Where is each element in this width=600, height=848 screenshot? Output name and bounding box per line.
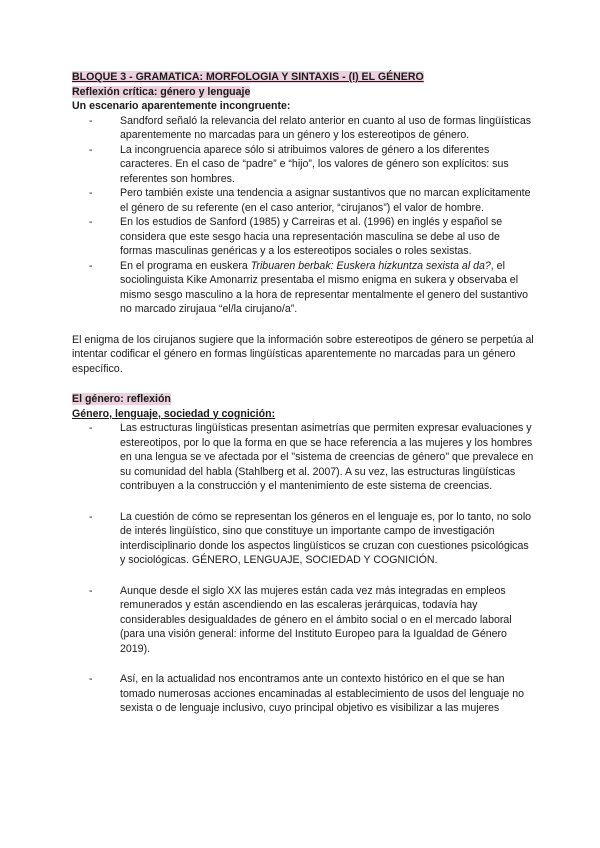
list-item: - En el programa en euskera Tribuaren berbak: Euskera hizkuntza sexista al da?, el sociolinguista Kike Amonarriz presentaba el mismo enigma en sukera y observaba el mismo sesgo masculino a la hora de representar mentalmente el genero del sustantivo no marcado zirujaua “el/la cirujano/a”. — [89, 259, 529, 315]
dash-marker: - — [89, 259, 93, 272]
list-item: - En los estudios de Sanford (1985) y Carreiras et al. (1996) en inglés y español se considera que este sesgo hacia una representación masculina se debe al uso de formas masculinas genéricas y a los estereotipos sociales o roles sexistas. — [89, 216, 503, 257]
list-item: - Las estructuras lingüísticas presentan asimetrías que permiten expresar evaluaciones y estereotipos, por lo que la forma en que se hace referencia a las mujeres y los hombres en una lengua se ve afectada por el "sistema de creencias de género" que prevalece en su comunidad del habla (Stahlberg et al. 2007). A su vez, las estructuras lingüísticas contribuyen a la construcción y el mantenimiento de este sistema de creencias. — [89, 422, 534, 492]
document-body — [72, 70, 534, 716]
section2-heading: Género, lenguaje, sociedad y cognición: — [72, 407, 276, 420]
dash-marker: - — [89, 187, 93, 199]
dash-marker: - — [89, 143, 93, 156]
list-item: - Aunque desde el siglo XX las mujeres están cada vez más integradas en empleos remunerados y están ascendiendo en las escaleras jerárquicas, todavía hay considerables desigualdades de género en el ámbito social o en el mercado laboral (para una visión general: informe del Instituto Europeo para la Igualdad de Género 2019). — [89, 584, 512, 655]
dash-marker: - — [89, 510, 93, 523]
section2-subtitle: El género: reflexión — [72, 393, 171, 405]
list-item: - Sandford señaló la relevancia del relato anterior en cuanto al uso de formas lingüísticas aparentemente no marcadas para un género y los estereotipos de género. — [89, 114, 532, 141]
section1-heading: Un escenario aparentemente incongruente: — [72, 100, 291, 112]
list-item: - La cuestión de cómo se representan los géneros en el lenguaje es, por lo tanto, no solo de interés lingüístico, sino que constituye un importante campo de investigación interdisciplinario donde los aspectos lingüísticos se cruzan con cuestiones psicológicas y sociológicas. GÉNERO, LENGUAJE, SOCIEDAD Y COGNICIÓN. — [89, 510, 532, 566]
dash-marker: - — [89, 584, 93, 597]
list-item: - Pero también existe una tendencia a asignar sustantivos que no marcan explícitamente el género de su referente (en el caso anterior, “cirujanos”) el valor de hombre. — [89, 187, 531, 214]
section1-subtitle: Reflexión crítica: género y lenguaje — [72, 85, 251, 98]
section1-paragraph: El enigma de los cirujanos sugiere que la información sobre estereotipos de género se perpetúa al intentar codificar el género en formas lingüísticas aparentemente no marcadas para un género específico. — [72, 333, 534, 375]
document-title: BLOQUE 3 - GRAMATICA: MORFOLOGIA Y SINTAXIS - (I) EL GÉNERO — [72, 71, 424, 83]
list-item: - La incongruencia aparece sólo si atribuimos valores de género a los diferentes caracteres. En el caso de “padre” e “hijo”, los valores de género son explícitos: sus referentes son hombres. — [89, 143, 509, 185]
list-item: - Así, en la actualidad nos encontramos ante un contexto histórico en el que se han tomado numerosas acciones encaminadas al establecimiento de usos del lenguaje no sexista o de lenguaje inclusivo, cuyo principal objetivo es visibilizar a las mujeres — [89, 673, 524, 714]
dash-marker: - — [89, 673, 93, 685]
dash-marker: - — [89, 114, 93, 127]
dash-marker: - — [89, 422, 93, 434]
section2-list — [72, 421, 534, 716]
program-title: Tribuaren berbak: Euskera hizkuntza sexista al da? — [250, 259, 491, 272]
dash-marker: - — [89, 216, 93, 228]
section1-list — [72, 114, 534, 317]
